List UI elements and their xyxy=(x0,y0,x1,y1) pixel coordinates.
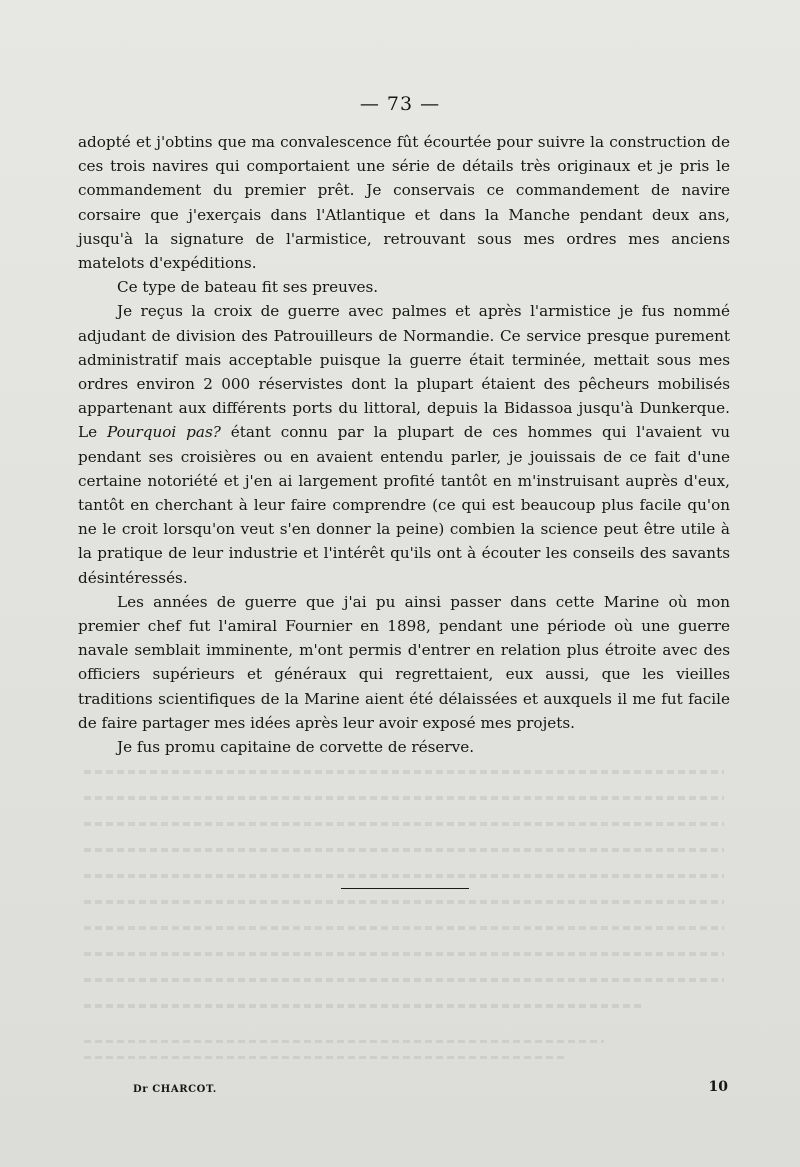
show-through-line xyxy=(84,900,724,904)
show-through-line xyxy=(84,1056,564,1059)
show-through-line xyxy=(84,874,724,878)
show-through-line xyxy=(84,770,724,774)
signature-mark: Dr CHARCOT. xyxy=(133,1084,217,1095)
show-through-line xyxy=(84,1004,644,1008)
paragraph-2: Ce type de bateau fit ses preuves. xyxy=(117,278,379,297)
body-text xyxy=(78,130,730,759)
paragraph-1: adopté et j'obtins que ma convalescence fût écourtée pour suivre la construction de ces trois navires qui comportaient une série de détails très originaux et je pris le commandement du premier prêt. Je conservais ce commandement de navire corsaire que j'exerçais dans l'Atlantique et dans la Manche pendant deux ans, jusqu'à la signature de l'armistice, retrouvant sous mes ordres mes anciens matelots d'expéditions. xyxy=(78,133,730,273)
paragraph-3 xyxy=(78,299,730,589)
show-through-line xyxy=(84,796,724,800)
paragraph-5: Je fus promu capitaine de corvette de réserve. xyxy=(117,738,475,757)
show-through-line xyxy=(84,952,724,956)
paragraph-3-part-2: étant connu par la plupart de ces hommes qui l'avaient vu pendant ses croisières ou en avaient entendu parler, je jouissais de ce fait d'une certaine notoriété et j'en ai largement profité tantôt en m'instruisant auprès d'eux, tantôt en cherchant à leur faire comprendre (ce qui est beaucoup plus facile qu'on ne le croit lorsqu'on veut s'en donner la peine) combien la science peut être utile à la pratique de leur industrie et l'intérêt qu'ils ont à écouter les conseils des savants désintéressés. xyxy=(78,423,730,587)
paragraph-3-part-1: Je reçus la croix de guerre avec palmes et après l'armistice je fus nommé adjudant de division des Patrouilleurs de Normandie. Ce service presque purement administratif mais acceptable puisque la guerre était terminée, mettait sous mes ordres environ 2 000 réservistes dont la plupart étaient des pêcheurs mobilisés appartenant aux différents ports du littoral, depuis la Bidassoa jusqu'à Dunkerque. Le xyxy=(78,302,730,442)
show-through-line xyxy=(84,978,724,982)
show-through-line xyxy=(84,848,724,852)
page-number: — 73 — xyxy=(359,93,441,115)
paragraph-4: Les années de guerre que j'ai pu ainsi passer dans cette Marine où mon premier chef fut l'amiral Fournier en 1898, pendant une période où une guerre navale semblait imminente, m'ont permis d'entrer en relation plus étroite avec des officiers supérieurs et généraux qui regrettaient, eux aussi, que les vieilles traditions scientifiques de la Marine aient été délaissées et auxquels il me fut facile de faire partager mes idées après leur avoir exposé mes projets. xyxy=(78,592,730,732)
section-divider xyxy=(341,888,469,889)
show-through-line xyxy=(84,926,724,930)
ship-name-italic: Pourquoi pas? xyxy=(106,423,221,442)
show-through-line xyxy=(84,1040,604,1043)
sheet-number: 10 xyxy=(708,1079,728,1095)
show-through-line xyxy=(84,822,724,826)
